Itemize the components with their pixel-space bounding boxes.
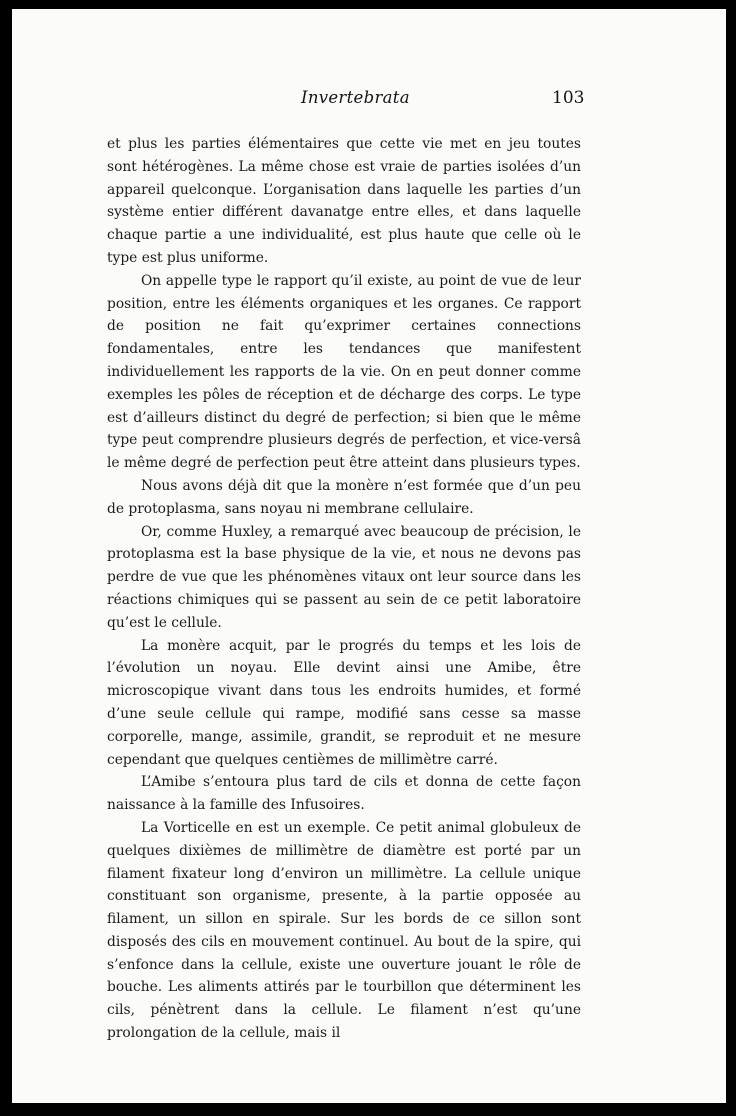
paragraph-monere: Nous avons déjà dit que la monère n’est formée que d’un peu de protoplasma, sans noyau ni membrane cellulaire.: [107, 477, 581, 517]
paragraph-type-definition: On appelle type le rapport qu’il existe, au point de vue de leur position, entre les éléments organiques et les organes. Ce rapport de position ne fait qu’exprimer certaines connections fondamentales, entre les tendances que manifestent individuellement les rapports de la vie. On en peut donner comme exemples les pôles de réception et de décharge des corps. Le type est d’ailleurs distinct du degré de perfection; si bien que le même type peut comprendre plusieurs degrés de perfection, et vice-versâ le même degré de perfection peut être atteint dans plusieurs types.: [107, 272, 581, 472]
page-number: 103: [552, 88, 585, 108]
paragraph-infusoires: L’Amibe s’entoura plus tard de cils et donna de cette façon naissance à la famille des Infusoires.: [107, 774, 581, 814]
body-text: [107, 133, 581, 1045]
paragraph-amibe: La monère acquit, par le progrés du temps et les lois de l’évolution un noyau. Elle devint ainsi une Amibe, être microscopique vivant dans tous les endroits humides, et formé d’une seule cellule qui rampe, modifié sans cesse sa masse corporelle, mange, assimile, grandit, se reproduit et ne mesure cependant que quelques centièmes de millimètre carré.: [107, 637, 581, 768]
running-title: Invertebrata: [301, 88, 410, 107]
paragraph-continuation: et plus les parties élémentaires que cette vie met en jeu toutes sont hétérogènes. La même chose est vraie de parties isolées d’un appareil quelconque. L’organisation dans laquelle les parties d’un système entier différent davanatge entre elles, et dans laquelle chaque partie a une individualité, est plus haute que celle où le type est plus uniforme.: [107, 136, 581, 266]
book-page: [12, 9, 726, 1103]
paragraph-vorticelle: La Vorticelle en est un exemple. Ce petit animal globuleux de quelques dixièmes de millimètre de diamètre est porté par un filament fixateur long d’environ un millimètre. La cellule unique constituant son organisme, presente, à la partie opposée au filament, un sillon en spirale. Sur les bords de ce sillon sont disposés des cils en mouvement continuel. Au bout de la spire, qui s’enfonce dans la cellule, existe une ouverture jouant le rôle de bouche. Les aliments attirés par le tourbillon que déterminent les cils, pénètrent dans la cellule. Le filament n’est qu’une prolongation de la cellule, mais il: [107, 819, 581, 1042]
page-header: [12, 88, 726, 112]
paragraph-huxley: Or, comme Huxley, a remarqué avec beaucoup de précision, le protoplasma est la base physique de la vie, et nous ne devons pas perdre de vue que les phénomènes vitaux ont leur source dans les réactions chimiques qui se passent au sein de ce petit laboratoire qu’est le cellule.: [107, 523, 581, 631]
